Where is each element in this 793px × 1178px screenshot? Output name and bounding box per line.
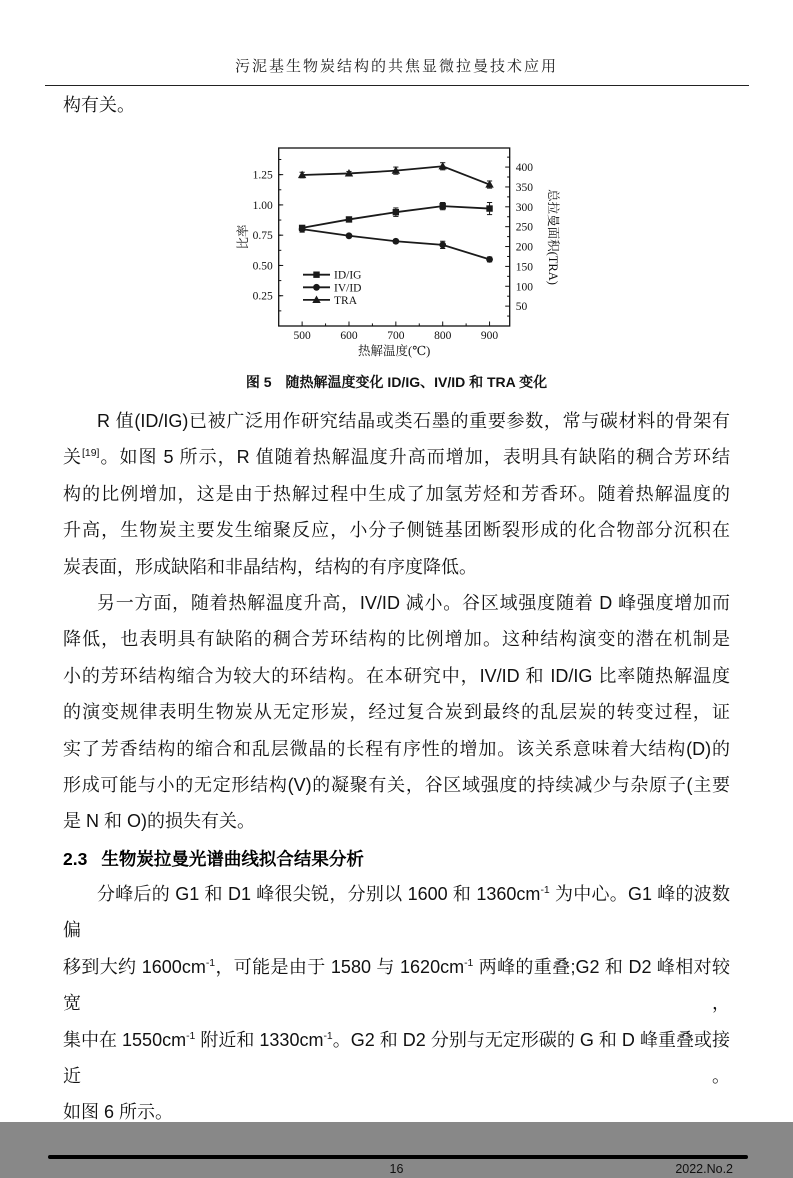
text-line: 构的比例增加，这是由于热解过程中生成了加氢芳烃和芳香环。随着热解温度的 [63, 483, 730, 504]
page-header [0, 57, 793, 86]
header-rule [45, 85, 749, 86]
paragraph-2 [63, 585, 730, 840]
footer-rule [48, 1155, 748, 1160]
issue-label: 2022.No.2 [675, 1162, 733, 1177]
series-IV-ID [299, 226, 493, 263]
paragraph-1 [63, 403, 730, 585]
svg-text:TRA: TRA [334, 294, 357, 307]
text-line: 小的芳环结构缩合为较大的环结构。在本研究中，IV/ID 和 ID/IG 比率随热解温度 [63, 665, 730, 686]
svg-text:ID/IG: ID/IG [334, 269, 362, 282]
text-line: 分峰后的 G1 和 D1 峰很尖锐，分别以 1600 和 $1360cm^{-1}$ 为中心。G1 峰的波数偏 [63, 883, 731, 941]
svg-text:0.50: 0.50 [252, 260, 273, 273]
svg-text:300: 300 [515, 201, 533, 214]
text-line: 关[19]。如图 5 所示，R 值随着热解温度升高而增加，表明具有缺陷的稠合芳环结 [63, 447, 731, 468]
right-axis-label: 总拉曼面积(TRA) [546, 189, 560, 285]
section-title: 生物炭拉曼光谱曲线拟合结果分析 [101, 848, 364, 869]
svg-text:900: 900 [480, 330, 499, 342]
page-number: 16 [389, 1162, 404, 1177]
series-TRA [298, 162, 494, 188]
text-line: 实了芳香结构的缩合和乱层微晶的长程有序性的增加。该关系意味着大结构(D)的 [63, 738, 730, 759]
legend-item-TRA [303, 295, 358, 307]
legend [303, 270, 361, 307]
paragraph-3 [63, 876, 730, 1131]
svg-text:100: 100 [515, 281, 533, 294]
figure5 [233, 138, 573, 368]
svg-text:700: 700 [387, 330, 405, 342]
text-line: 的演变规律表明生物炭从无定形炭，经过复合炭到最终的乱层炭的转变过程，证 [63, 702, 730, 723]
svg-text:IV/ID: IV/ID [334, 282, 362, 295]
text-line: 降低，也表明具有缺陷的稠合芳环结构的比例增加。这种结构演变的潜在机制是 [63, 629, 730, 650]
figure5-caption: 图 5 随热解温度变化 ID/IG、IV/ID 和 TRA 变化 [245, 374, 548, 390]
text-line: 另一方面，随着热解温度升高，IV/ID 减小。谷区域强度随着 D 峰强度增加而 [97, 593, 730, 614]
series-ID-IG [299, 202, 493, 231]
svg-text:350: 350 [515, 181, 533, 194]
text-line: 集中在 $1550cm^{-1}$ 附近和 $1330cm^{-1}$。G2 和 D2 分别与无定形碳的 G 和 D 峰重叠或接近。 [63, 1029, 730, 1086]
svg-text:250: 250 [515, 221, 533, 234]
svg-text:1.00: 1.00 [252, 199, 273, 212]
svg-text:600: 600 [340, 330, 358, 342]
svg-text:0.75: 0.75 [252, 230, 273, 243]
text-line: 是 N 和 O)的损失有关。 [63, 811, 255, 832]
text-line: 移到大约 $1600cm^{-1}$，可能是由于 1580 与 $1620cm^{-1}$ 两峰的重叠;G2 和 D2 峰相对较宽， [63, 956, 730, 1014]
section-number: 2.3 [63, 848, 88, 869]
footer-row [0, 1162, 793, 1178]
svg-text:1.25: 1.25 [252, 169, 273, 182]
lead-line: 构有关。 [63, 95, 135, 115]
left-axis-label: 比率 [236, 224, 250, 250]
legend-item-IV-ID [303, 282, 361, 294]
text-line: 如图 6 所示。 [63, 1102, 174, 1123]
svg-text:200: 200 [515, 241, 533, 254]
svg-text:500: 500 [293, 330, 311, 342]
x-axis-label: 热解温度(℃) [358, 344, 431, 358]
running-title: 污泥基生物炭结构的共焦显微拉曼技术应用 [234, 59, 558, 75]
text-line: R 值(ID/IG)已被广泛用作研究结晶或类石墨的重要参数，常与碳材料的骨架有 [97, 411, 730, 431]
svg-text:400: 400 [515, 162, 533, 175]
svg-text:50: 50 [515, 301, 528, 314]
text-line: 形成可能与小的无定形结构(V)的凝聚有关，谷区域强度的持续减少与杂原子(主要 [63, 775, 730, 796]
text-line: 升高，生物炭主要发生缩聚反应，小分子侧链基团断裂形成的化合物部分沉积在 [63, 520, 730, 541]
figure5-line-chart [233, 138, 573, 368]
text-line: 炭表面，形成缺陷和非晶结构，结构的有序度降低。 [63, 556, 477, 577]
svg-text:800: 800 [434, 330, 452, 342]
legend-item-ID-IG [303, 270, 361, 282]
section-heading-2-3 [63, 847, 730, 871]
page-footer [0, 1155, 793, 1178]
svg-text:0.25: 0.25 [252, 290, 273, 303]
svg-text:150: 150 [515, 261, 533, 274]
